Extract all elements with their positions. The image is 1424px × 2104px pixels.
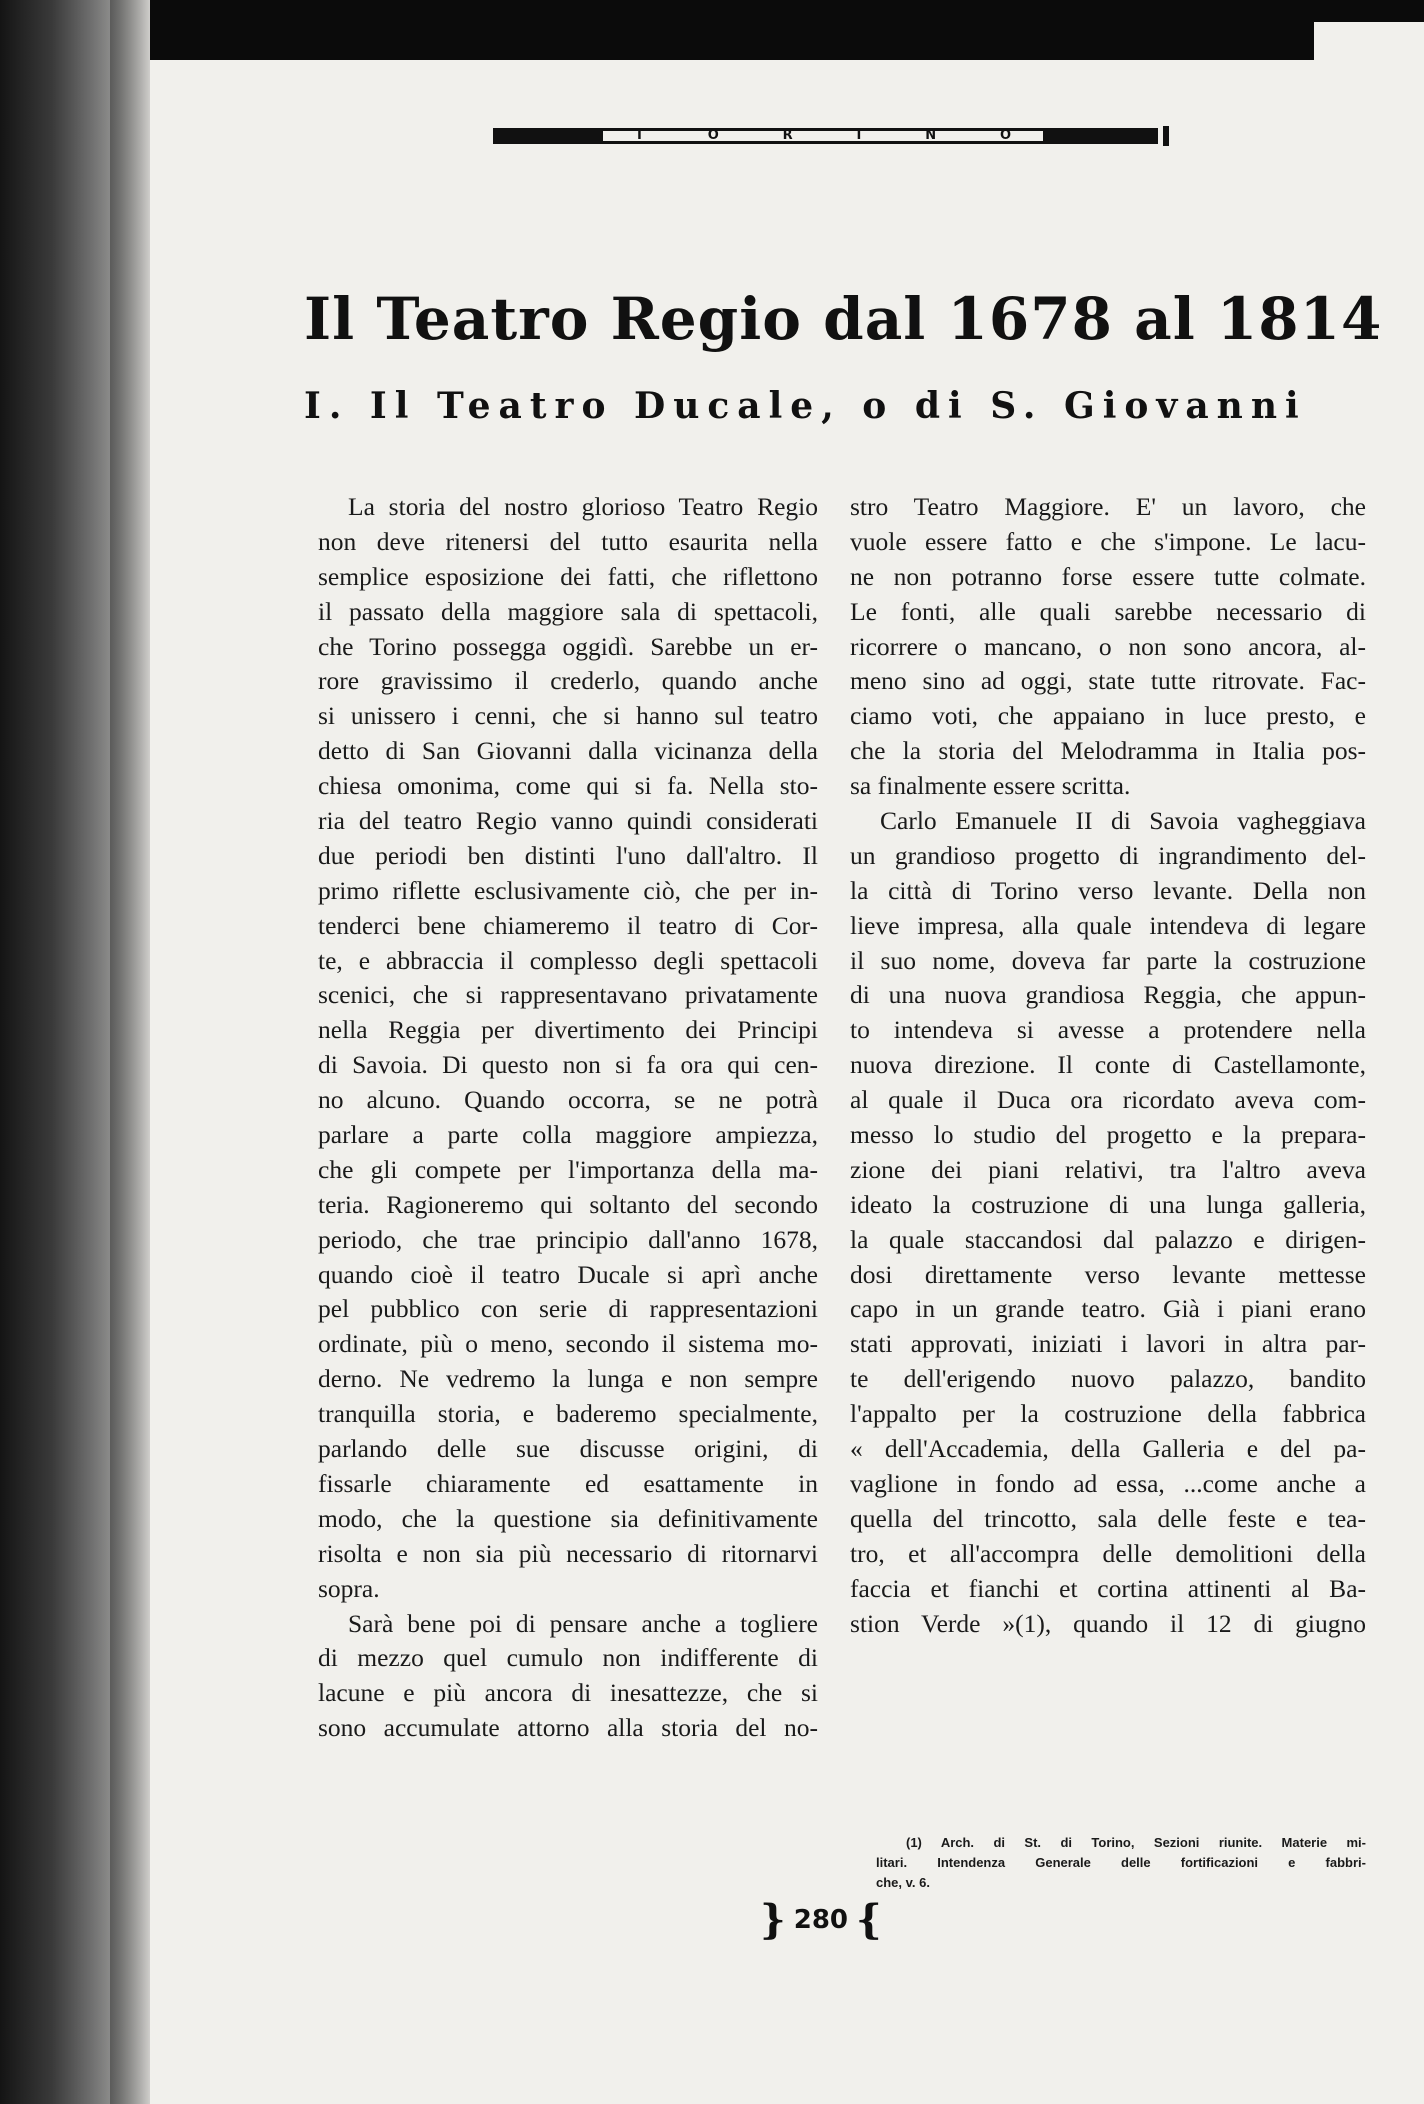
text-line: nuova direzione. Il conte di Castellamonte, <box>850 1050 1366 1080</box>
text-line: parlando delle sue discusse origini, di <box>318 1434 818 1464</box>
text-line: quella del trincotto, sala delle feste e tea- <box>850 1503 1366 1533</box>
article-title: Il Teatro Regio dal 1678 al 1814 <box>304 285 1383 353</box>
text-line: modo, che la questione sia definitivamente <box>318 1503 818 1533</box>
text-column-right <box>850 490 1366 1641</box>
text-line: di una nuova grandiosa Reggia, che appun- <box>850 980 1366 1010</box>
text-line: teria. Ragioneremo qui soltanto del secondo <box>318 1189 818 1219</box>
text-line: parlare a parte colla maggiore ampiezza, <box>318 1120 818 1150</box>
text-line: stion Verde »(1), quando il 12 di giugno <box>850 1608 1366 1638</box>
text-line: risolta e non sia più necessario di ritornarvi <box>318 1538 818 1568</box>
text-line: di mezzo quel cumulo non indifferente di <box>318 1643 818 1673</box>
page-number-block <box>760 1896 882 1943</box>
text-line: messo lo studio del progetto e la prepara- <box>850 1120 1366 1150</box>
text-line: periodo, che trae principio dall'anno 1678, <box>318 1224 818 1254</box>
text-line: la quale staccandosi dal palazzo e dirigen- <box>850 1224 1366 1254</box>
banner-letter: I <box>856 128 862 143</box>
text-line: ciamo voti, che appaiano in luce presto, e <box>850 701 1366 731</box>
footnote-line: (1) Arch. di St. di Torino, Sezioni riunite. Materie mi- <box>906 1835 1366 1850</box>
text-line: che gli compete per l'importanza della ma- <box>318 1154 818 1184</box>
text-line: La storia del nostro glorioso Teatro Regio <box>348 492 818 521</box>
text-line: semplice esposizione dei fatti, che riflettono <box>318 561 818 591</box>
text-line: derno. Ne vedremo la lunga e non sempre <box>318 1364 818 1394</box>
text-line: stati approvati, iniziati i lavori in altra par- <box>850 1329 1366 1359</box>
page-number: 280 <box>793 1905 849 1935</box>
text-line: tenderci bene chiameremo il teatro di Cor- <box>318 910 818 940</box>
text-line: che Torino possegga oggidì. Sarebbe un er- <box>318 631 818 661</box>
text-line: al quale il Duca ora ricordato aveva com- <box>850 1085 1366 1115</box>
text-line: zione dei piani relativi, tra l'altro aveva <box>850 1154 1366 1184</box>
text-line: faccia et fianchi et cortina attinenti al Ba- <box>850 1573 1366 1603</box>
text-line: te, e abbraccia il complesso degli spettacoli <box>318 945 818 975</box>
text-line: il suo nome, doveva far parte la costruzione <box>850 945 1366 975</box>
text-line: fissarle chiaramente ed esattamente in <box>318 1468 818 1498</box>
banner-end-ornament <box>1163 126 1169 146</box>
text-line: te dell'erigendo nuovo palazzo, bandito <box>850 1364 1366 1394</box>
text-line: il passato della maggiore sala di spettacoli, <box>318 596 818 626</box>
text-line: no alcuno. Quando occorra, se ne potrà <box>318 1085 818 1115</box>
text-line: quando cioè il teatro Ducale si aprì anche <box>318 1259 818 1289</box>
text-line: vuole essere fatto e che s'impone. Le lacu- <box>850 526 1366 556</box>
text-line: sa finalmente essere scritta. <box>850 771 1131 801</box>
text-line: sopra. <box>318 1573 380 1603</box>
text-line: pel pubblico con serie di rappresentazioni <box>318 1294 818 1324</box>
footnote <box>876 1833 1366 1893</box>
article-subtitle: I. Il Teatro Ducale, o di S. Giovanni <box>304 385 1307 427</box>
text-line: to intendeva si avesse a protendere nella <box>850 1015 1366 1045</box>
text-line: dosi direttamente verso levante mettesse <box>850 1259 1366 1289</box>
text-line: due periodi ben distinti l'uno dall'altro. Il <box>318 840 818 870</box>
text-line: primo riflette esclusivamente ciò, che per in- <box>318 875 818 905</box>
book-spine-shadow <box>0 0 150 2104</box>
footnote-line: che, v. 6. <box>876 1875 930 1890</box>
text-line: tranquilla storia, e baderemo specialmente, <box>318 1399 818 1429</box>
text-line: tro, et all'accompra delle demolitioni della <box>850 1538 1366 1568</box>
text-line: ricorrere o mancano, o non sono ancora, al- <box>850 631 1366 661</box>
text-line: lacune e più ancora di inesattezze, che si <box>318 1678 818 1708</box>
text-line: chiesa omonima, come qui si fa. Nella sto- <box>318 771 818 801</box>
banner-letters <box>603 128 1043 143</box>
text-line: sono accumulate attorno alla storia del no- <box>318 1713 818 1743</box>
text-column-left <box>318 490 818 1746</box>
text-line: nella Reggia per divertimento dei Principi <box>318 1015 818 1045</box>
banner-letter: O <box>707 128 719 143</box>
text-line: che la storia del Melodramma in Italia pos- <box>850 736 1366 766</box>
text-line: Carlo Emanuele II di Savoia vagheggiava <box>880 806 1366 836</box>
header-banner <box>493 128 1158 144</box>
banner-letter: O <box>1000 128 1012 143</box>
banner-letter: R <box>782 128 793 143</box>
text-line: vaglione in fondo ad essa, ...come anche a <box>850 1468 1366 1498</box>
text-line: capo in un grande teatro. Già i piani erano <box>850 1294 1366 1324</box>
footnote-line: litari. Intendenza Generale delle fortificazioni e fabbri- <box>876 1855 1366 1870</box>
scan-top-border <box>0 0 1424 60</box>
text-line: la città di Torino verso levante. Della non <box>850 875 1366 905</box>
text-line: non deve ritenersi del tutto esaurita nella <box>318 526 818 556</box>
text-line: di Savoia. Di questo non si fa ora qui cen- <box>318 1050 818 1080</box>
text-line: ne non potranno forse essere tutte colmate. <box>850 561 1366 591</box>
text-line: si unissero i cenni, che si hanno sul teatro <box>318 701 818 731</box>
page-ornament-right: { <box>856 1896 882 1943</box>
text-line: rore gravissimo il crederlo, quando anche <box>318 666 818 696</box>
text-line: stro Teatro Maggiore. E' un lavoro, che <box>850 492 1366 521</box>
text-line: Sarà bene poi di pensare anche a togliere <box>348 1608 818 1638</box>
page-ornament-left: } <box>760 1896 786 1943</box>
text-line: meno sino ad oggi, state tutte ritrovate. Fac- <box>850 666 1366 696</box>
text-line: ideato la costruzione di una lunga galleria, <box>850 1189 1366 1219</box>
text-line: detto di San Giovanni dalla vicinanza della <box>318 736 818 766</box>
banner-letter: T <box>634 128 644 143</box>
text-line: un grandioso progetto di ingrandimento del- <box>850 840 1366 870</box>
text-line: lieve impresa, alla quale intendeva di legare <box>850 910 1366 940</box>
text-line: ria del teatro Regio vanno quindi considerati <box>318 806 818 836</box>
text-line: ordinate, più o meno, secondo il sistema mo- <box>318 1329 818 1359</box>
text-line: scenici, che si rappresentavano privatamente <box>318 980 818 1010</box>
text-line: « dell'Accademia, della Galleria e del pa- <box>850 1434 1366 1464</box>
banner-letter: N <box>925 128 937 143</box>
text-line: Le fonti, alle quali sarebbe necessario di <box>850 596 1366 626</box>
text-line: l'appalto per la costruzione della fabbrica <box>850 1399 1366 1429</box>
